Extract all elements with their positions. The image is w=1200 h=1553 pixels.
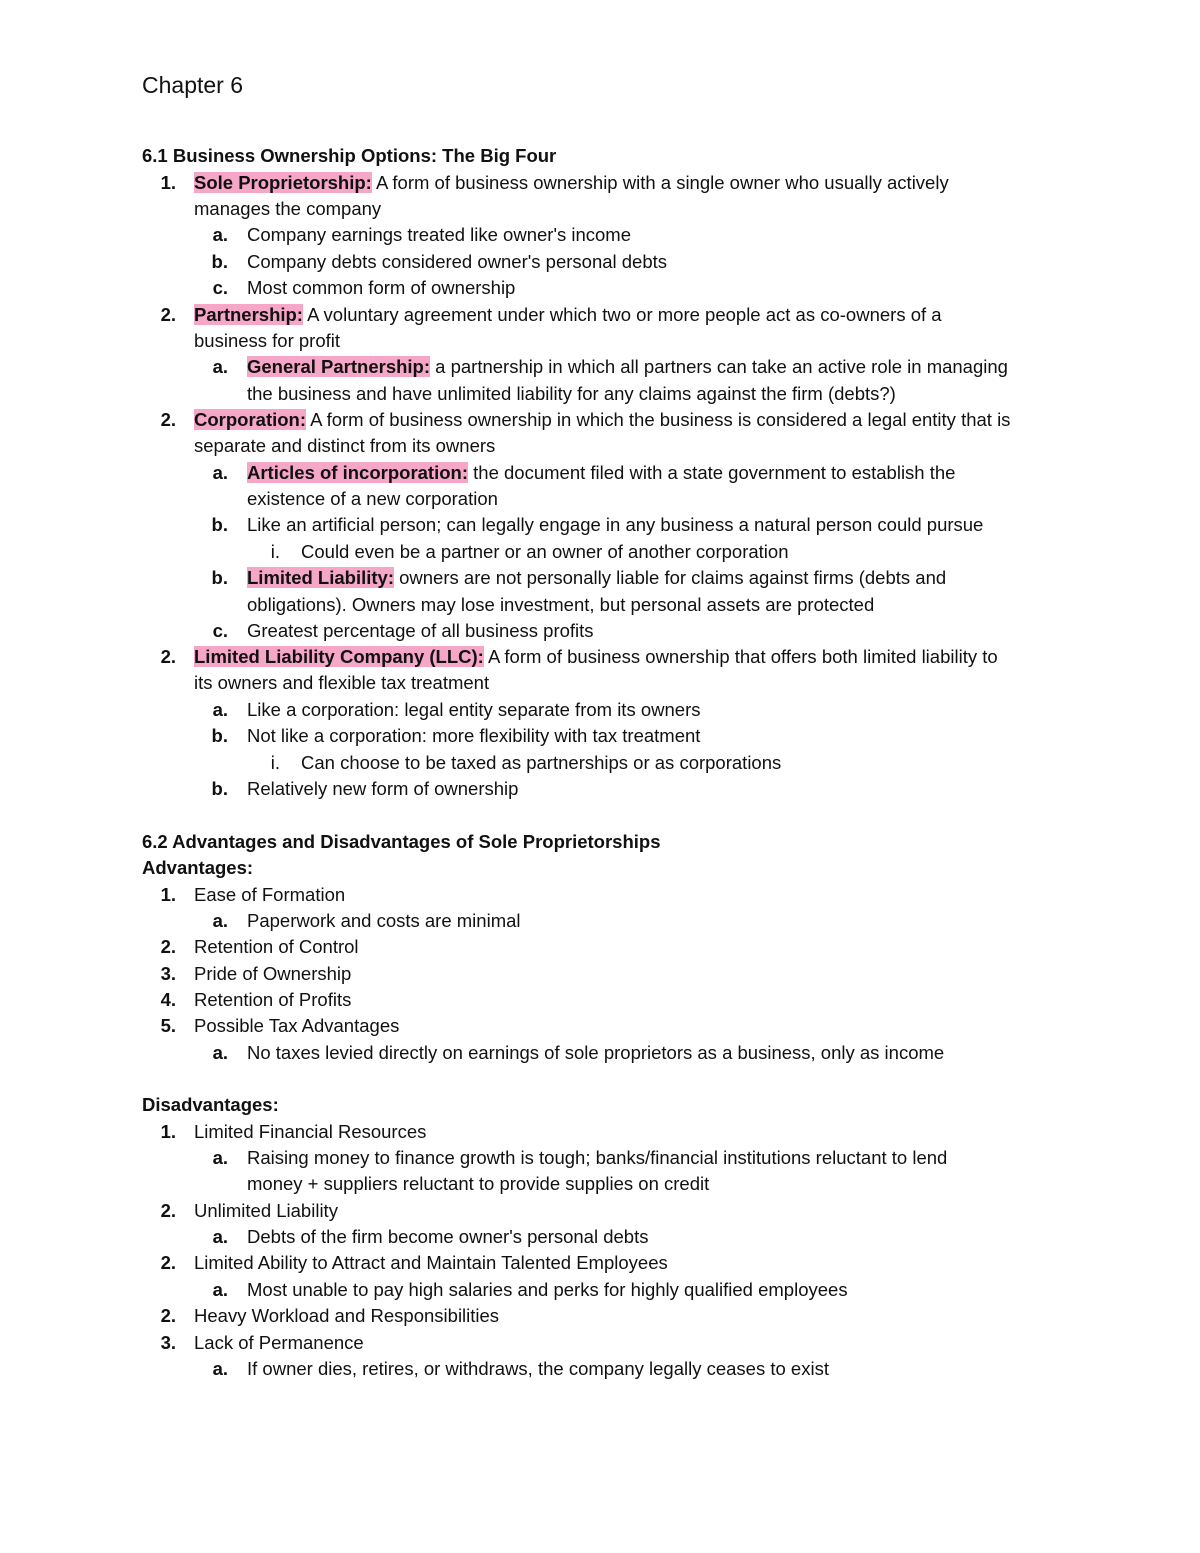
item-text: Pride of Ownership xyxy=(194,963,352,984)
highlighted-term: General Partnership: xyxy=(247,356,431,377)
list-roman: i. xyxy=(270,752,280,773)
highlighted-term: Limited Liability: xyxy=(247,567,394,588)
definition-text: A voluntary agreement under which two or more people act as co-owners of a xyxy=(302,304,942,325)
item-text: Ease of Formation xyxy=(194,884,346,905)
list-letter: b. xyxy=(211,778,228,799)
subitem-text: No taxes levied directly on earnings of sole proprietors as a business, only as income xyxy=(247,1042,945,1063)
list-letter: a. xyxy=(212,699,228,720)
list-number: 1. xyxy=(160,1121,176,1142)
subitem-text: Company debts considered owner's personal debts xyxy=(247,251,668,272)
advantages-label: Advantages: xyxy=(142,857,254,878)
list-letter: b. xyxy=(211,567,228,588)
list-number: 2. xyxy=(160,646,176,667)
subitem-text: Greatest percentage of all business profits xyxy=(247,620,594,641)
list-number: 2. xyxy=(160,1305,176,1326)
list-number: 2. xyxy=(160,409,176,430)
list-roman: i. xyxy=(270,541,280,562)
item-text: Lack of Permanence xyxy=(194,1332,364,1353)
subitem-text: Relatively new form of ownership xyxy=(247,778,519,799)
list-letter: c. xyxy=(212,277,228,298)
list-number: 2. xyxy=(160,1252,176,1273)
highlighted-term: Partnership: xyxy=(194,304,303,325)
item-text: Limited Ability to Attract and Maintain Talented Employees xyxy=(194,1252,668,1273)
list-number: 2. xyxy=(160,936,176,957)
item-text: Retention of Control xyxy=(194,936,359,957)
section-heading-6-1: 6.1 Business Ownership Options: The Big Four xyxy=(142,145,557,166)
list-letter: b. xyxy=(211,251,228,272)
subitem-text: Debts of the firm become owner's personal debts xyxy=(247,1226,649,1247)
subitem-continuation: money + suppliers reluctant to provide supplies on credit xyxy=(247,1173,710,1194)
subsubitem-text: Can choose to be taxed as partnerships or as corporations xyxy=(301,752,782,773)
chapter-title: Chapter 6 xyxy=(142,72,244,98)
definition-text: a partnership in which all partners can take an active role in managing xyxy=(430,356,1008,377)
definition-continuation: manages the company xyxy=(194,198,382,219)
definition-continuation: existence of a new corporation xyxy=(247,488,498,509)
list-number: 5. xyxy=(160,1015,176,1036)
definition-text: A form of business ownership with a single owner who usually actively xyxy=(371,172,949,193)
item-text: Heavy Workload and Responsibilities xyxy=(194,1305,500,1326)
definition-continuation: separate and distinct from its owners xyxy=(194,435,496,456)
item-text: Unlimited Liability xyxy=(194,1200,338,1221)
definition-continuation: the business and have unlimited liability for any claims against the firm (debts?) xyxy=(247,383,896,404)
highlighted-term: Sole Proprietorship: xyxy=(194,172,372,193)
list-letter: a. xyxy=(212,1279,228,1300)
subitem-text: Company earnings treated like owner's income xyxy=(247,224,632,245)
subitem-text: Like an artificial person; can legally engage in any business a natural person could pursue xyxy=(247,514,984,535)
list-number: 1. xyxy=(160,884,176,905)
list-number: 2. xyxy=(160,304,176,325)
highlighted-term: Limited Liability Company (LLC): xyxy=(194,646,484,667)
definition-continuation: its owners and flexible tax treatment xyxy=(194,672,490,693)
definition-text: owners are not personally liable for claims against firms (debts and xyxy=(393,567,947,588)
list-letter: a. xyxy=(212,1226,228,1247)
list-letter: a. xyxy=(212,910,228,931)
subsubitem-text: Could even be a partner or an owner of another corporation xyxy=(301,541,789,562)
highlighted-term: Corporation: xyxy=(194,409,307,430)
subitem-text: Most unable to pay high salaries and perks for highly qualified employees xyxy=(247,1279,848,1300)
list-letter: b. xyxy=(211,514,228,535)
subitem-text: If owner dies, retires, or withdraws, the company legally ceases to exist xyxy=(247,1358,829,1379)
list-letter: a. xyxy=(212,1042,228,1063)
item-text: Limited Financial Resources xyxy=(194,1121,427,1142)
definition-continuation: obligations). Owners may lose investment, but personal assets are protected xyxy=(247,594,875,615)
list-number: 4. xyxy=(160,989,176,1010)
disadvantages-label: Disadvantages: xyxy=(142,1094,279,1115)
list-letter: a. xyxy=(212,1358,228,1379)
list-number: 3. xyxy=(160,1332,176,1353)
subitem-text: Not like a corporation: more flexibility with tax treatment xyxy=(247,725,701,746)
item-text: Retention of Profits xyxy=(194,989,352,1010)
subitem-text: Paperwork and costs are minimal xyxy=(247,910,521,931)
list-letter: c. xyxy=(212,620,228,641)
subitem-text: Most common form of ownership xyxy=(247,277,516,298)
subitem-text: Raising money to finance growth is tough; banks/financial institutions reluctant to lend xyxy=(247,1147,948,1168)
definition-continuation: business for profit xyxy=(194,330,341,351)
list-letter: a. xyxy=(212,462,228,483)
list-letter: b. xyxy=(211,725,228,746)
definition-text: the document filed with a state government to establish the xyxy=(468,462,956,483)
definition-text: A form of business ownership in which the business is considered a legal entity that is xyxy=(306,409,1011,430)
definition-text: A form of business ownership that offers both limited liability to xyxy=(483,646,998,667)
list-number: 3. xyxy=(160,963,176,984)
list-letter: a. xyxy=(212,1147,228,1168)
list-number: 2. xyxy=(160,1200,176,1221)
list-letter: a. xyxy=(212,356,228,377)
list-number: 1. xyxy=(160,172,176,193)
subitem-text: Like a corporation: legal entity separate from its owners xyxy=(247,699,701,720)
section-heading-6-2: 6.2 Advantages and Disadvantages of Sole Proprietorships xyxy=(142,831,661,852)
item-text: Possible Tax Advantages xyxy=(194,1015,400,1036)
list-letter: a. xyxy=(212,224,228,245)
highlighted-term: Articles of incorporation: xyxy=(247,462,468,483)
